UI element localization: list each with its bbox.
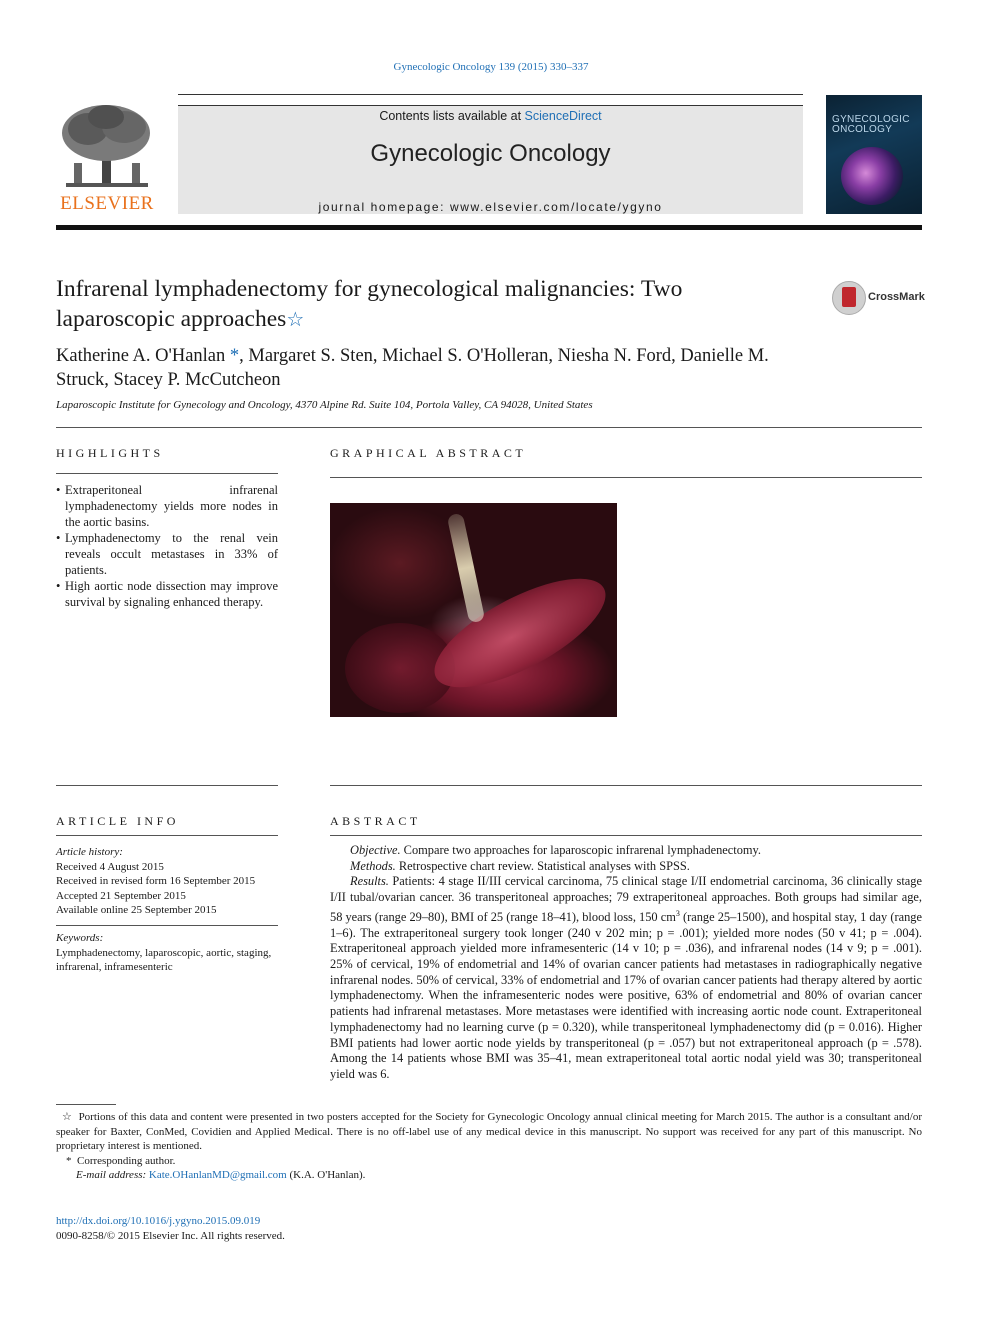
journal-cover-thumbnail[interactable] — [826, 95, 922, 214]
doi-block — [56, 1214, 556, 1243]
abstract-heading: ABSTRACT — [330, 814, 421, 828]
list-item: • Lymphadenectomy to the renal vein reveals occult metastases in 33% of patients. — [56, 530, 278, 578]
journal-citation[interactable]: Gynecologic Oncology 139 (2015) 330–337 — [393, 61, 589, 73]
abstract-objective: Objective. Compare two approaches for laparoscopic infrarenal lymphadenectomy. — [350, 843, 762, 857]
keywords: Keywords: Lymphadenectomy, laparoscopic, aortic, staging, infrarenal, inframesenteric — [56, 931, 278, 975]
highlights-heading: HIGHLIGHTS — [56, 446, 164, 460]
list-item: • High aortic node dissection may improve survival by signaling enhanced therapy. — [56, 578, 278, 610]
title-footnote-mark[interactable]: ☆ — [286, 309, 305, 331]
author-list: Katherine A. O'Hanlan *, Margaret S. Sten, Michael S. O'Holleran, Niesha N. Ford, Danielle M. Struck, Stacey P. McCutcheon — [56, 346, 769, 390]
divider — [330, 477, 922, 478]
graphical-abstract-heading: GRAPHICAL ABSTRACT — [330, 446, 527, 460]
abstract-body — [330, 843, 922, 1083]
divider — [56, 925, 278, 926]
abstract-results: Results. Patients: 4 stage II/III cervical carcinoma, 75 clinical stage I/II endometrial carcinoma, 36 clinically stage I/II tubal/ovarian cancer. 36 transperitoneal approaches; 79 extraperitoneal approaches. Both groups had similar age, 58 years (range 29–80), BMI of 25 (range 18–41), blood loss, 150 $cm^3$ (range 25–1500), and hospital stay, 1 day (range 1–6). The extraperitoneal surgery took longer (240 v 202 min; p = .001); yielded more nodes (50 v 41; p = .004). Extraperitoneal approach yielded more inframesenteric (14 v 10; p = .036), and infrarenal nodes (14 v 9; p = .001). 25% of cervical, 19% of endometrial and 14% of ovarian cancer patients had metastases in radiographically negative infrarenal nodes. 50% of cervical, 33% of endometrial and 17% of ovarian cancer patients had therapy altered by aortic lymphadenectomy. When the inframesenteric nodes were positive, 63% of endometrial and 80% of ovarian cancer patients had infrarenal metastases. More metastases were identified with increasing aortic node count. Extraperitoneal lymphadenectomy had no learning curve (p = 0.320), while transperitoneal lymphadenectomy did (p = 0.016). Higher BMI patients had lower aortic node yields by transperitoneal (p = .057) but not extraperitoneal approach (p = .578). Among the 14 patients whose BMI was 35–41, mean extraperitoneal total aortic nodal yield was 30; transperitoneal yield was 6. — [330, 874, 922, 1081]
contents-line: Contents lists available at ScienceDirect — [379, 109, 602, 123]
corresponding-footnote: * Corresponding author. — [66, 1154, 176, 1167]
graphical-abstract-image[interactable] — [330, 503, 617, 717]
online-date: Available online 25 September 2015 — [56, 904, 217, 916]
article-history: Article history: Received 4 August 2015 Received in revised form 16 September 2015 Accepted 21 September 2015 Available online 25 September 2015 — [56, 845, 296, 918]
email-link[interactable]: Kate.OHanlanMD@gmail.com — [148, 1169, 287, 1181]
revised-date: Received in revised form 16 September 2015 — [56, 875, 256, 887]
divider — [56, 785, 278, 786]
email-footnote: E-mail address: Kate.OHanlanMD@gmail.com (K.A. O'Hanlan). — [76, 1169, 366, 1181]
publisher-name: ELSEVIER — [60, 193, 154, 214]
divider — [56, 473, 278, 474]
journal-masthead — [178, 105, 803, 214]
keyword-list: Lymphadenectomy, laparoscopic, aortic, staging, infrarenal, inframesenteric — [56, 946, 272, 973]
cover-illustration — [841, 147, 903, 205]
crossmark-icon — [832, 281, 866, 315]
author-name: Katherine A. O'Hanlan — [56, 346, 226, 366]
accepted-date: Accepted 21 September 2015 — [56, 889, 186, 902]
header-top-rule — [178, 94, 803, 95]
corresponding-author-mark[interactable]: * — [229, 346, 240, 366]
doi-link[interactable]: http://dx.doi.org/10.1016/j.ygyno.2015.09.019 — [56, 1215, 261, 1227]
highlights-list — [56, 482, 278, 610]
footnote-rule — [56, 1104, 116, 1105]
journal-homepage[interactable]: journal homepage: www.elsevier.com/locate/ygyno — [318, 200, 663, 214]
cover-title: GYNECOLOGIC ONCOLOGY — [832, 114, 910, 135]
divider — [330, 835, 922, 836]
crossmark-badge[interactable]: CrossMark — [832, 281, 932, 315]
sciencedirect-link[interactable]: ScienceDirect — [524, 109, 602, 123]
tree-icon — [56, 103, 158, 193]
list-item: • Extraperitoneal infrarenal lymphadenectomy yields more nodes in the aortic basins. — [56, 482, 278, 530]
article-info-heading: ARTICLE INFO — [56, 814, 179, 828]
copyright: 0090-8258/© 2015 Elsevier Inc. All rights reserved. — [56, 1229, 285, 1242]
header-divider — [56, 225, 922, 230]
abstract-methods: Methods. Retrospective chart review. Statistical analyses with SPSS. — [350, 858, 690, 873]
divider — [56, 427, 922, 428]
divider — [330, 785, 922, 786]
affiliation: Laparoscopic Institute for Gynecology and Oncology, 4370 Alpine Rd. Suite 104, Portola Valley, CA 94028, United States — [56, 399, 593, 411]
elsevier-logo[interactable] — [56, 103, 158, 215]
footnotes — [56, 1110, 922, 1183]
funding-footnote: ☆ Portions of this data and content were presented in two posters accepted for the Society for Gynecologic Oncology annual clinical meeting for March 2015. The author is a consultant and/or speaker for Baxter, ConMed, Covidien and Applied Medical. There is no off-label use of any medical device in this manuscript. No support was received for any part of this manuscript. No proprietary interest is mentioned. — [56, 1111, 922, 1152]
journal-name: Gynecologic Oncology — [370, 140, 611, 167]
divider — [56, 835, 278, 836]
article-title: Infrarenal lymphadenectomy for gynecological malignancies: Two laparoscopic approaches☆ — [56, 276, 683, 332]
received-date: Received 4 August 2015 — [56, 860, 164, 873]
